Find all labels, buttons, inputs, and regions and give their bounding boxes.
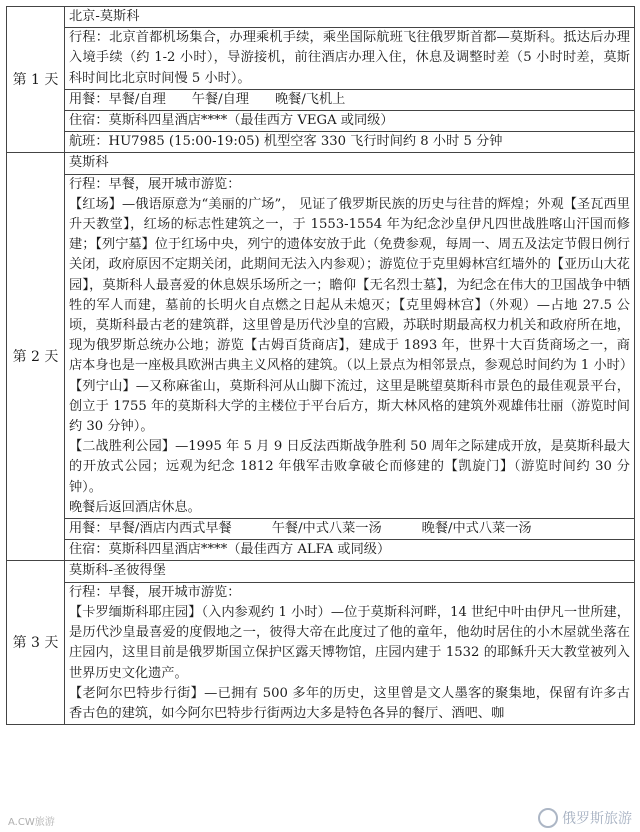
- day-flight: 航班：HU7985 (15:00-19:05) 机型空客 330 飞行时间约 8 小时 5 分钟: [65, 132, 635, 153]
- day-itinerary: 行程：早餐，展开城市游览： 【红场】—俄语原意为“美丽的广场”， 见证了俄罗斯民族的历史与往昔的辉煌；外观【圣瓦西里升天教堂】，红场的标志性建筑之一，于 1553-1554 年为纪念沙皇伊凡四世战胜喀山汗国而修建；【列宁墓】位于红场中央，列宁的遗体安放于此（免费参观，每周一、周五及法定节假日例行关闭，政府原因不定期关闭，此期间无法入内参观）；游览位于克里姆林宫红墙外的【亚历山大花园】，莫斯科人最喜爱的休息娱乐场所之一；瞻仰【无名烈士墓】，为纪念在伟大的卫国战争中牺牲的军人而建，墓前的长明火自点燃之日起从未熄灭；【克里姆林宫】（外观）—占地 27.5 公顷，莫斯科最古老的建筑群，这里曾是历代沙皇的宫殿，苏联时期最高权力机关和政府所在地，现为俄罗斯总统办公地；游览【古姆百货商店】，建成于 1893 年，世界十大百货商场之一，商店本身也是一座极具欧洲古典主义风格的建筑。（以上景点为相邻景点，参观总时间约为 1 小时） 【列宁山】—又称麻雀山，莫斯科河从山脚下流过，这里是眺望莫斯科市景色的最佳观景平台，创立于 1755 年的莫斯科大学的主楼位于平台后方，斯大林风格的建筑外观雄伟壮丽（游览时间约 30 分钟）。 【二战胜利公园】—1995 年 5 月 9 日反法西斯战争胜利 50 周年之际建成开放，是莫斯科最大的开放式公园；远观为纪念 1812 年俄军击败拿破仑而修建的【凯旋门】（游览时间约 30 分钟）。 晚餐后返回酒店休息。: [65, 174, 635, 518]
- corner-watermark: A.CW旅游: [8, 817, 55, 828]
- itinerary-table: [6, 6, 635, 725]
- day-title: 莫斯科: [65, 153, 635, 174]
- day-meals: 用餐：早餐/自理 午餐/自理 晚餐/飞机上: [65, 89, 635, 110]
- day-itinerary: 行程：北京首都机场集合，办理乘机手续，乘坐国际航班飞往俄罗斯首都—莫斯科。抵达后办理入境手续（约 1-2 小时），导游接机，前往酒店办理入住，休息及调整时差（5 小时时差，莫斯科时间比北京时间慢 5 小时）。: [65, 28, 635, 90]
- brand-logo-icon: [538, 808, 558, 828]
- day-label: 第 2 天: [7, 153, 65, 561]
- day-hotel: 住宿：莫斯科四星酒店****（最佳西方 ALFA 或同级）: [65, 540, 635, 561]
- day-label: 第 3 天: [7, 561, 65, 725]
- day-meals: 用餐：早餐/酒店内西式早餐 午餐/中式八菜一汤 晚餐/中式八菜一汤: [65, 519, 635, 540]
- brand-watermark: 俄罗斯旅游: [538, 808, 632, 828]
- day-title: 北京-莫斯科: [65, 7, 635, 28]
- day-hotel: 住宿：莫斯科四星酒店****（最佳西方 VEGA 或同级）: [65, 111, 635, 132]
- day-title: 莫斯科-圣彼得堡: [65, 561, 635, 582]
- day-label: 第 1 天: [7, 7, 65, 153]
- day-itinerary: 行程：早餐，展开城市游览： 【卡罗缅斯科耶庄园】（入内参观约 1 小时）—位于莫斯科河畔，14 世纪中叶由伊凡一世所建，是历代沙皇最喜爱的度假地之一，彼得大帝在此度过了他的童年，他幼时居住的小木屋就坐落在庄园内，这里目前是俄罗斯国立保护区露天博物馆，庄园内建于 1532 的耶稣升天大教堂被列入世界历史文化遗产。 【老阿尔巴特步行街】—已拥有 500 多年的历史，这里曾是文人墨客的聚集地，保留有许多古香古色的建筑，如今阿尔巴特步行街两边大多是特色各异的餐厅、酒吧、咖: [65, 582, 635, 724]
